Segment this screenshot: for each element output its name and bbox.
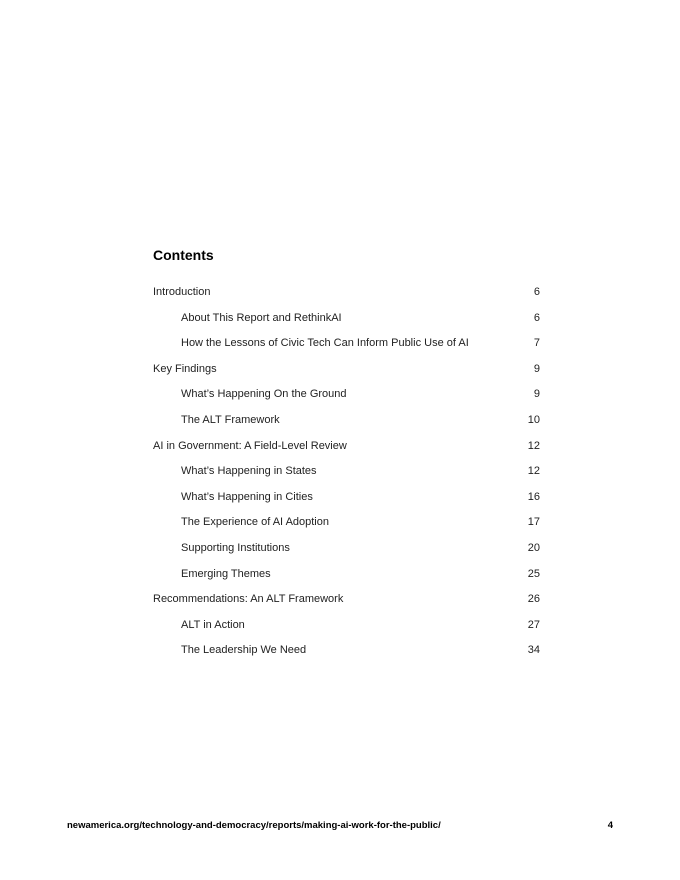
toc-entry-label: Recommendations: An ALT Framework [153,593,344,606]
toc-section-entry[interactable] [153,439,540,465]
toc-entry-page-number: 6 [533,311,540,324]
toc-entry-label: The Leadership We Need [181,644,307,657]
toc-entry-label: What’s Happening On the Ground [181,388,347,401]
toc-subsection-entry[interactable] [153,311,540,337]
toc-entry-page-number: 6 [533,286,540,298]
toc-entry-label: Supporting Institutions [181,541,290,554]
toc-entry-label: Emerging Themes [181,567,271,580]
table-of-contents [153,246,540,669]
toc-subsection-entry[interactable] [153,336,540,362]
toc-entry-page-number: 20 [527,541,540,554]
toc-entry-page-number: 9 [533,388,540,401]
toc-entry-label: ALT in Action [181,618,245,631]
toc-entry-page-number: 16 [527,490,540,503]
toc-entry-page-number: 9 [533,362,540,375]
toc-entry-page-number: 27 [527,618,540,631]
toc-entry-page-number: 25 [527,567,540,580]
toc-entry-label: What’s Happening in States [181,465,317,478]
toc-entry-label: How the Lessons of Civic Tech Can Inform Public Use of AI [181,337,469,350]
toc-section-entry[interactable] [153,362,540,388]
toc-section-entry[interactable] [153,285,540,311]
toc-subsection-entry[interactable] [153,618,540,644]
toc-entry-page-number: 12 [527,439,540,452]
toc-entry-label: The ALT Framework [181,413,280,426]
toc-subsection-entry[interactable] [153,387,540,413]
toc-entry-page-number: 12 [527,465,540,478]
toc-subsection-entry[interactable] [153,515,540,541]
page-footer [67,820,613,831]
toc-entry-label: About This Report and RethinkAI [181,311,342,324]
toc-entry-label: Introduction [153,286,211,298]
toc-subsection-entry[interactable] [153,464,540,490]
footer-url-link[interactable]: newamerica.org/technology-and-democracy/reports/making-ai-work-for-the-public/ [67,820,441,831]
toc-entry-label: What’s Happening in Cities [181,490,313,503]
toc-entry-page-number: 7 [533,337,540,350]
toc-entry-page-number: 26 [527,593,540,606]
toc-subsection-entry[interactable] [153,413,540,439]
page-number: 4 [607,820,613,831]
contents-heading: Contents [153,247,214,263]
toc-entry-label: AI in Government: A Field-Level Review [153,439,347,452]
toc-entry-page-number: 34 [527,644,540,657]
toc-entry-label: Key Findings [153,362,217,375]
toc-list [153,285,540,669]
toc-subsection-entry[interactable] [153,490,540,516]
toc-section-entry[interactable] [153,592,540,618]
toc-subsection-entry[interactable] [153,541,540,567]
toc-entry-label: The Experience of AI Adoption [181,516,329,529]
toc-entry-page-number: 17 [527,516,540,529]
toc-entry-page-number: 10 [527,413,540,426]
toc-subsection-entry[interactable] [153,567,540,593]
toc-subsection-entry[interactable] [153,643,540,669]
